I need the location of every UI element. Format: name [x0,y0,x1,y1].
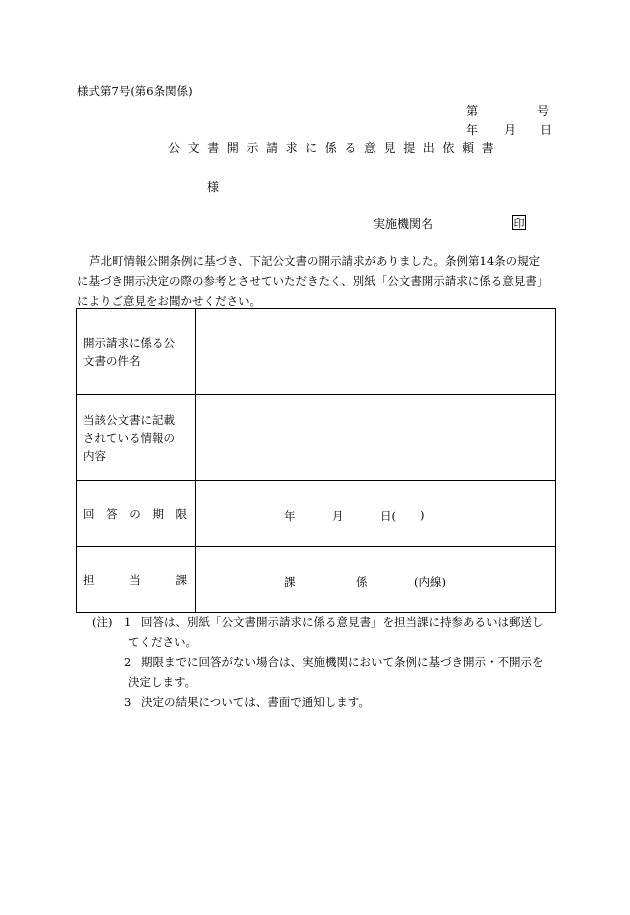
note-text: 決定します。 [128,675,197,689]
note-text: 決定の結果については、書面で通知します。 [141,695,370,709]
information-content-field[interactable] [196,395,556,481]
note-number: 1 [124,615,132,629]
table-row [77,481,556,547]
note-text: てください。 [128,635,197,649]
table-row [77,395,556,481]
date-month-label: 月 [504,123,517,137]
information-content-label: 当該公文書に記載 されている情報の 内容 [77,395,196,481]
document-title: 公文書開示請求に係る意見提出依頼書 [168,141,502,155]
document-number-label: 第 [466,104,479,118]
body-line: 芦北町情報公開条例に基づき、下記公文書の開示請求がありました。条例第14条の規定 [89,254,541,268]
note-number: 2 [124,655,132,669]
response-deadline-field[interactable]: 年 月 日( ) [196,481,556,547]
form-number: 様式第7号(第6条関係) [77,84,193,98]
request-body-text [77,251,555,311]
date-year-label: 年 [466,123,479,137]
table-row [77,547,556,613]
addressee-suffix: 様 [207,180,220,194]
notes-heading: (注) [92,615,113,629]
responsible-section-label: 担 当 課 [77,547,196,613]
seal-mark: 印 [513,217,525,230]
note-text: 回答は、別紙「公文書開示請求に係る意見書」を担当課に持参あるいは郵送し [141,615,544,629]
table-row [77,309,556,395]
date-day-label: 日 [540,123,553,137]
body-line: によりご意見をお聞かせください。 [77,294,261,308]
document-subject-field[interactable] [196,309,556,395]
request-details-table [76,308,556,613]
agency-name-label: 実施機関名 [373,217,434,231]
document-subject-label: 開示請求に係る公 文書の件名 [77,309,196,395]
note-text: 期限までに回答がない場合は、実施機関において条例に基づき開示・不開示を [141,655,544,669]
response-deadline-label: 回 答 の 期 限 [77,481,196,547]
responsible-section-field[interactable]: 課 係 (内線) [196,547,556,613]
body-line: に基づき開示決定の際の参考とさせていただきたく、別紙「公文書開示請求に係る意見書」 [77,274,549,288]
note-number: 3 [124,695,132,709]
document-number-suffix: 号 [537,104,550,118]
